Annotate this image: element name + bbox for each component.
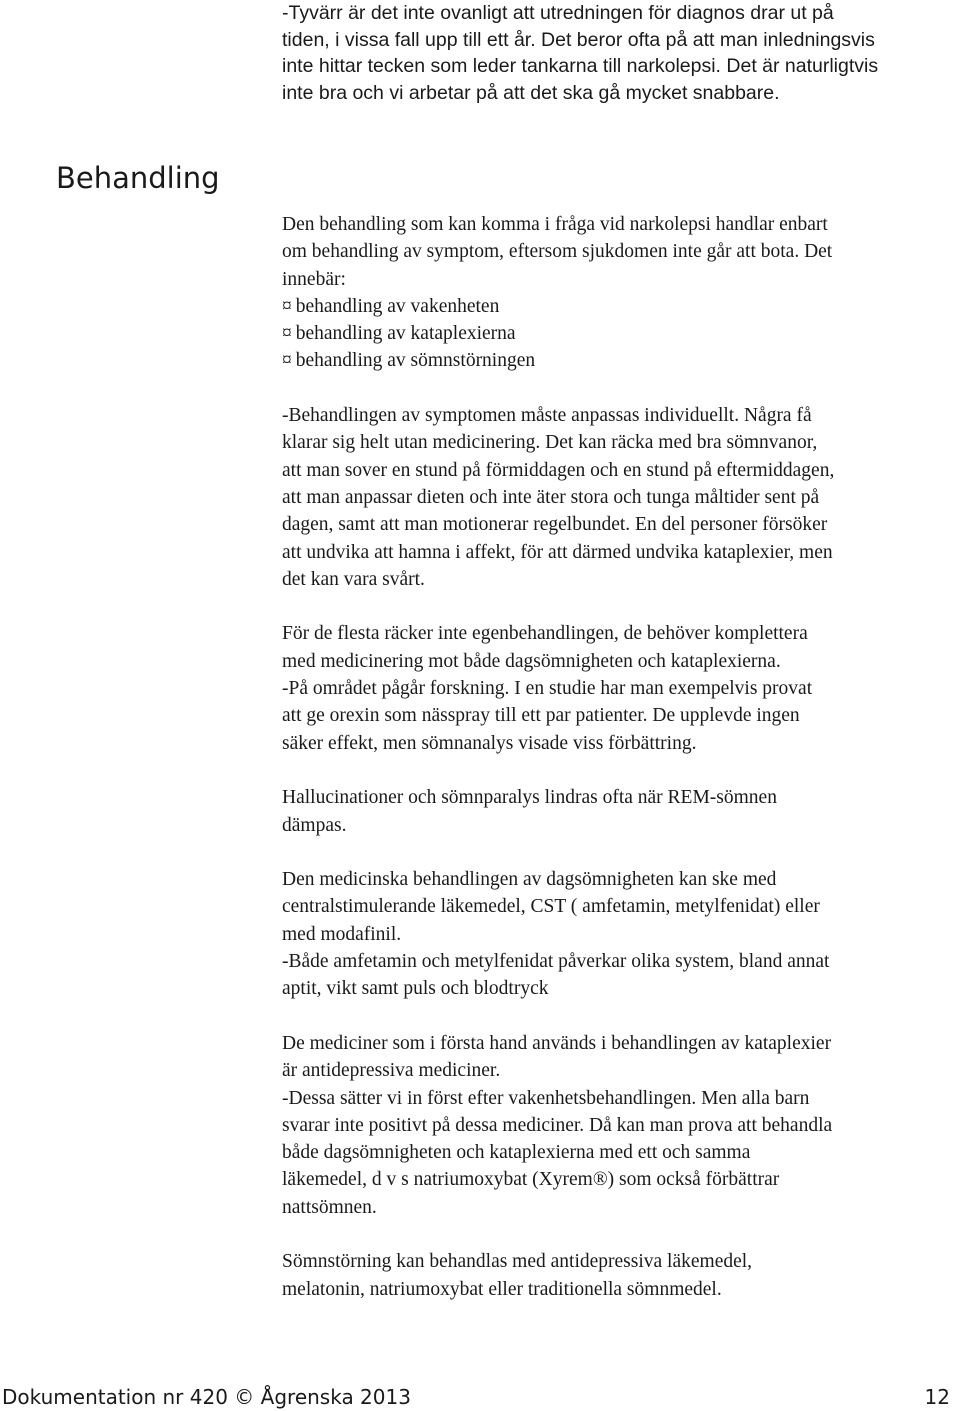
paragraph-line: läkemedel, d v s natriumoxybat (Xyrem®) som också förbättrar — [282, 1169, 780, 1191]
paragraph-individual-treatment — [282, 402, 958, 593]
paragraph-cataplexy — [282, 1030, 958, 1221]
bullet-icon: ¤ — [282, 295, 292, 317]
intro-paragraph — [282, 0, 958, 106]
paragraph-line: att ge orexin som nässpray till ett par patienter. De upplevde ingen — [282, 705, 800, 727]
paragraph-spacer — [282, 839, 958, 866]
paragraph-line: om behandling av symptom, eftersom sjukdomen inte går att bota. Det — [282, 241, 833, 263]
list-item — [282, 347, 958, 374]
paragraph-line: centralstimulerande läkemedel, CST ( amfetamin, metylfenidat) eller — [282, 896, 820, 918]
paragraph-line: både dagsömnigheten och kataplexierna med ett och samma — [282, 1142, 751, 1164]
paragraph-spacer — [282, 1003, 958, 1030]
paragraph-spacer — [282, 757, 958, 784]
paragraph-line: att undvika att hamna i affekt, för att därmed undvika kataplexier, men — [282, 541, 833, 563]
paragraph-line: det kan vara svårt. — [282, 568, 425, 590]
paragraph-line: -Både amfetamin och metylfenidat påverkar olika system, bland annat — [282, 951, 830, 973]
paragraph-line: dagen, samt att man motionerar regelbundet. En del personer försöker — [282, 514, 828, 536]
paragraph-line: Sömnstörning kan behandlas med antidepressiva läkemedel, — [282, 1251, 753, 1273]
paragraph-daytime-sleepiness — [282, 866, 958, 1002]
paragraph-medication-research — [282, 620, 958, 756]
paragraph-sleep-disturbance — [282, 1248, 958, 1303]
paragraph-line: nattsömnen. — [282, 1196, 377, 1218]
paragraph-line: melatonin, natriumoxybat eller traditionella sömnmedel. — [282, 1278, 722, 1300]
paragraph-line: är antidepressiva mediciner. — [282, 1060, 501, 1082]
paragraph-line: med medicinering mot både dagsömnigheten och kataplexierna. — [282, 650, 781, 672]
page-number: 12 — [924, 1385, 950, 1409]
intro-line: inte hittar tecken som leder tankarna till narkolepsi. Det är naturligtvis — [282, 55, 879, 77]
paragraph-line: -På området pågår forskning. I en studie har man exempelvis provat — [282, 678, 813, 700]
paragraph-treatment-intro — [282, 211, 958, 293]
paragraph-line: De mediciner som i första hand används i behandlingen av kataplexier — [282, 1032, 832, 1054]
list-item — [282, 293, 958, 320]
list-item-text: behandling av vakenheten — [295, 295, 500, 317]
paragraph-line: -Dessa sätter vi in först efter vakenhetsbehandlingen. Men alla barn — [282, 1087, 810, 1109]
section-body — [282, 211, 958, 1303]
list-item-text: behandling av sömnstörningen — [295, 350, 536, 372]
bullet-icon: ¤ — [282, 350, 292, 372]
paragraph-line: -Behandlingen av symptomen måste anpassas individuellt. Några få — [282, 405, 812, 427]
treatment-list — [282, 293, 958, 375]
paragraph-spacer — [282, 1221, 958, 1248]
intro-line: -Tyvärr är det inte ovanligt att utredningen för diagnos drar ut på — [282, 2, 834, 24]
section-heading: Behandling — [56, 161, 220, 195]
footer-publication: Dokumentation nr 420 © Ågrenska 2013 — [2, 1385, 411, 1409]
bullet-icon: ¤ — [282, 323, 292, 345]
paragraph-hallucinations — [282, 784, 958, 839]
paragraph-line: Hallucinationer och sömnparalys lindras ofta när REM-sömnen — [282, 787, 777, 809]
list-item — [282, 320, 958, 347]
paragraph-line: klarar sig helt utan medicinering. Det kan räcka med bra sömnvanor, — [282, 432, 818, 454]
intro-line: tiden, i vissa fall upp till ett år. Det beror ofta på att man inledningsvis — [282, 28, 875, 51]
paragraph-spacer — [282, 593, 958, 620]
paragraph-line: med modafinil. — [282, 923, 402, 945]
paragraph-line: Den medicinska behandlingen av dagsömnigheten kan ske med — [282, 869, 777, 891]
paragraph-line: dämpas. — [282, 814, 347, 836]
paragraph-line: att man anpassar dieten och inte äter stora och tunga måltider sent på — [282, 486, 820, 508]
paragraph-line: aptit, vikt samt puls och blodtryck — [282, 978, 549, 1000]
paragraph-line: Den behandling som kan komma i fråga vid narkolepsi handlar enbart — [282, 214, 828, 235]
paragraph-line: svarar inte positivt på dessa mediciner. Då kan man prova att behandla — [282, 1114, 833, 1136]
list-item-text: behandling av kataplexierna — [295, 323, 516, 345]
paragraph-line: säker effekt, men sömnanalys visade viss förbättring. — [282, 732, 697, 754]
paragraph-spacer — [282, 375, 958, 402]
paragraph-line: innebär: — [282, 268, 346, 290]
paragraph-line: För de flesta räcker inte egenbehandlingen, de behöver komplettera — [282, 623, 808, 645]
paragraph-line: att man sover en stund på förmiddagen och en stund på eftermiddagen, — [282, 459, 835, 481]
intro-line: inte bra och vi arbetar på att det ska gå mycket snabbare. — [282, 81, 780, 104]
